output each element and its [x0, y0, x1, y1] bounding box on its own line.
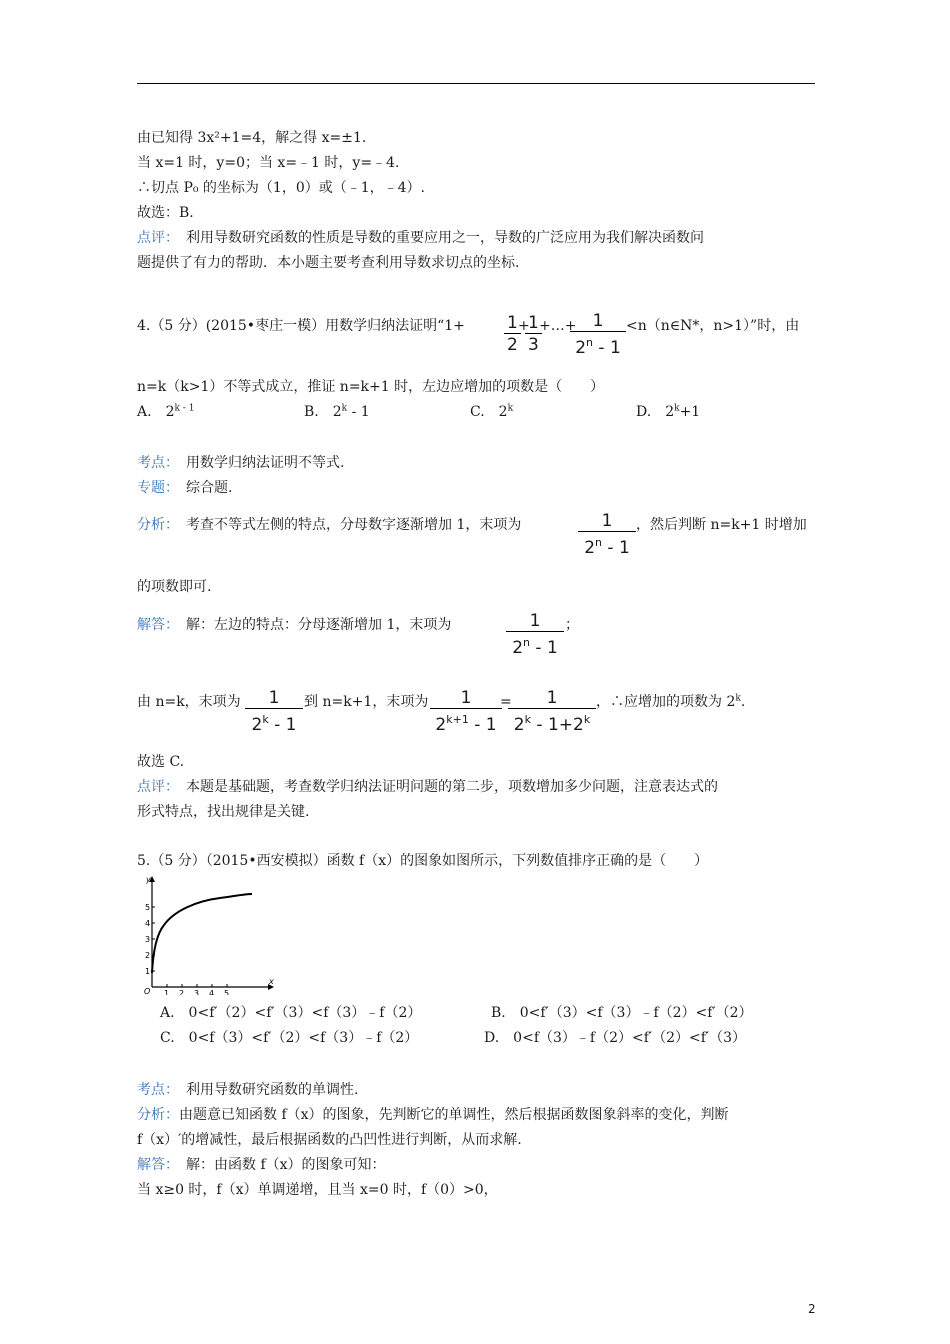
frac-den [578, 532, 636, 559]
y-tick-label: 2 [145, 951, 151, 960]
frac-den [508, 709, 596, 736]
option-text: 2 [332, 404, 342, 420]
kaodian-text: 利用导数研究函数的单调性. [186, 1082, 359, 1098]
q5-option-d: D. 0<f（3）﹣f（2）<f′（2）<f′（3） [484, 1030, 746, 1046]
den-exp: k [524, 713, 531, 726]
page-number: 2 [808, 1302, 816, 1316]
frac-den [245, 709, 303, 736]
frac-num: 1 [525, 313, 542, 334]
text-line: ∴切点 P₀ 的坐标为（1，0）或（﹣1，﹣4）. [137, 180, 426, 196]
option-sup: k [674, 403, 680, 414]
y-tick-label: 5 [145, 903, 151, 912]
q5-fenxi-1 [137, 1105, 729, 1125]
den-exp: k [583, 713, 591, 726]
q5-kaodian [137, 1080, 358, 1100]
q5-fenxi-2: f（x）′的增减性，最后根据函数的凸凹性进行判断，从而求解. [137, 1132, 522, 1148]
jieda-text: ，∴应增加的项数为 2 [596, 694, 736, 710]
den-base: 2 [575, 338, 587, 358]
q4-jieda-2b: 到 n=k+1，末项为 [304, 694, 429, 710]
den-base: 2 [512, 638, 524, 658]
q4-option-a [137, 402, 194, 422]
den-tail: - 1 [602, 538, 630, 558]
review-text: 利用导数研究函数的性质是导数的重要应用之一，导数的广泛应用为我们解决函数问 [186, 230, 704, 246]
den-exp: n [595, 536, 603, 549]
option-label: A. [137, 404, 152, 420]
option-label: B. [304, 404, 319, 420]
origin-label: O [144, 987, 151, 995]
option-label: D. [636, 404, 652, 420]
x-tick-label: 4 [209, 989, 215, 995]
option-text: 2 [498, 404, 508, 420]
option-label: C. [470, 404, 485, 420]
q5-option-b: B. 0<f′（3）<f（3）﹣f（2）<f′（2） [491, 1005, 753, 1021]
option-text: 2 [665, 404, 675, 420]
frac-num: 1 [570, 311, 626, 332]
option-text: 2 [165, 404, 175, 420]
q4-zhuanti [137, 478, 232, 498]
frac-den: 3 [528, 335, 539, 355]
fraction-last-term [578, 511, 636, 559]
fenxi-tag: 分析： [137, 517, 172, 533]
frac-num: 1 [245, 688, 303, 709]
q4-fenxi-2: 的项数即可. [137, 579, 212, 595]
den-exp: n [523, 636, 531, 649]
frac-den [506, 632, 564, 659]
x-axis-label: x [269, 977, 274, 986]
y-axis-label: y [146, 875, 151, 884]
kaodian-tag: 考点： [137, 455, 172, 471]
jieda-tag: 解答： [137, 1157, 172, 1173]
q4-jieda-2a: 由 n=k，末项为 [137, 694, 241, 710]
den-tail: - 1 [468, 715, 497, 735]
frac-num: 1 [508, 688, 596, 709]
plus-dots: +…+ [539, 318, 577, 334]
frac-num: 1 [430, 688, 502, 709]
fenxi-text: 由题意已知函数 f（x）的图象，先判断它的单调性，然后根据函数图象斜率的变化，判断 [179, 1107, 729, 1123]
option-sup: k - 1 [174, 403, 195, 414]
frac-num: 1 [504, 313, 521, 334]
y-tick-label: 4 [145, 919, 151, 928]
option-sup: k [507, 403, 514, 414]
text-line: 故选：B. [137, 205, 194, 221]
fenxi-text-b: ，然后判断 n=k+1 时增加 [636, 517, 807, 533]
jieda-tag: 解答： [137, 617, 172, 633]
fraction-k [245, 688, 303, 736]
den-base: 2 [251, 715, 263, 735]
jieda-sup: k [735, 693, 741, 704]
x-tick-label: 5 [224, 989, 230, 995]
q5-stem: 5.（5 分）（2015•西安模拟）函数 f（x）的图象如图所示，下列数值排序正确的是（ ） [137, 853, 709, 869]
jieda-period: . [740, 694, 746, 710]
fraction-last-term [506, 611, 564, 659]
q4-option-d [636, 402, 700, 422]
dianping-tag: 点评： [137, 779, 172, 795]
text-line: 当 x=1 时，y=0；当 x=﹣1 时，y=﹣4. [137, 155, 400, 171]
text-line: 由已知得 3x²+1=4，解之得 x=±1. [137, 130, 367, 146]
kaodian-tag: 考点： [137, 1082, 172, 1098]
zhuanti-tag: 专题： [137, 480, 172, 496]
header-rule [137, 83, 815, 84]
q5-jieda-1 [137, 1155, 386, 1175]
fraction-k-plus-1 [430, 688, 502, 736]
function-curve [152, 894, 252, 973]
den-base: 2 [435, 715, 447, 735]
frac-den [430, 709, 502, 736]
q4-stem [137, 316, 465, 336]
review-line [137, 228, 704, 248]
den-base: 2 [584, 538, 596, 558]
fraction-k-expanded [508, 688, 596, 736]
q4-guxuan: 故选 C. [137, 754, 185, 770]
function-graph [140, 873, 280, 995]
q4-option-c [470, 402, 513, 422]
q5-option-c: C. 0<f（3）<f′（2）<f（3）﹣f（2） [160, 1030, 419, 1046]
kaodian-text: 用数学归纳法证明不等式. [186, 455, 345, 471]
q4-fenxi-1 [137, 515, 521, 535]
frac-den [570, 332, 626, 359]
q4-dianping-1 [137, 777, 718, 797]
x-tick-label: 3 [194, 989, 200, 995]
den-base: 2 [513, 715, 525, 735]
q4-stem-b: <n（n∈N*，n>1）”时，由 [626, 318, 800, 334]
option-tail: - 1 [347, 404, 370, 420]
x-tick-label: 2 [179, 989, 185, 995]
den-exp: n [586, 336, 594, 349]
den-exp: k [262, 713, 269, 726]
equals-sign: = [500, 694, 512, 710]
plus-sign: + [518, 318, 530, 334]
frac-num: 1 [506, 611, 564, 632]
q4-stem-line2: n=k（k>1）不等式成立，推证 n=k+1 时，左边应增加的项数是（ ） [137, 379, 605, 395]
text-line: 题提供了有力的帮助．本小题主要考查利用导数求切点的坐标. [137, 255, 520, 271]
den-tail: - 1 [268, 715, 297, 735]
jieda-text: 解：左边的特点：分母逐渐增加 1，末项为 [186, 617, 452, 633]
frac-den: 2 [507, 335, 518, 355]
q5-jieda-2: 当 x≥0 时，f（x）单调递增，且当 x=0 时，f（0）>0， [137, 1182, 498, 1198]
dianping-text: 本题是基础题，考查数学归纳法证明问题的第二步，项数增加多少问题，注意表达式的 [186, 779, 718, 795]
fenxi-text: 考查不等式左侧的特点，分母数字逐渐增加 1，末项为 [186, 517, 522, 533]
fenxi-tag: 分析： [137, 1107, 179, 1123]
zhuanti-text: 综合题. [186, 480, 233, 496]
q4-option-b [304, 402, 370, 422]
fraction-last-term [570, 311, 626, 359]
den-exp: k+1 [446, 713, 469, 726]
review-tag: 点评： [137, 230, 172, 246]
q4-jieda-2d [596, 692, 745, 712]
frac-num: 1 [578, 511, 636, 532]
q5-option-a: A. 0<f′（2）<f′（3）<f（3）﹣f（2） [160, 1005, 422, 1021]
option-sup: k [341, 403, 348, 414]
q4-jieda-1 [137, 615, 451, 635]
x-tick-label: 1 [164, 989, 170, 995]
q4-stem-a: 4.（5 分）(2015•枣庄一模）用数学归纳法证明“1+ [137, 318, 465, 334]
jieda-text: 解：由函数 f（x）的图象可知： [186, 1157, 386, 1173]
den-tail: - 1 [593, 338, 621, 358]
option-tail: +1 [679, 404, 701, 420]
q4-kaodian [137, 453, 344, 473]
den-tail: - 1 [530, 638, 558, 658]
y-tick-label: 1 [145, 967, 151, 976]
den-mid: - 1+2 [531, 715, 584, 735]
y-tick-label: 3 [145, 935, 151, 944]
jieda-semicolon: ； [565, 617, 579, 633]
q4-dianping-2: 形式特点，找出规律是关键. [137, 804, 310, 820]
